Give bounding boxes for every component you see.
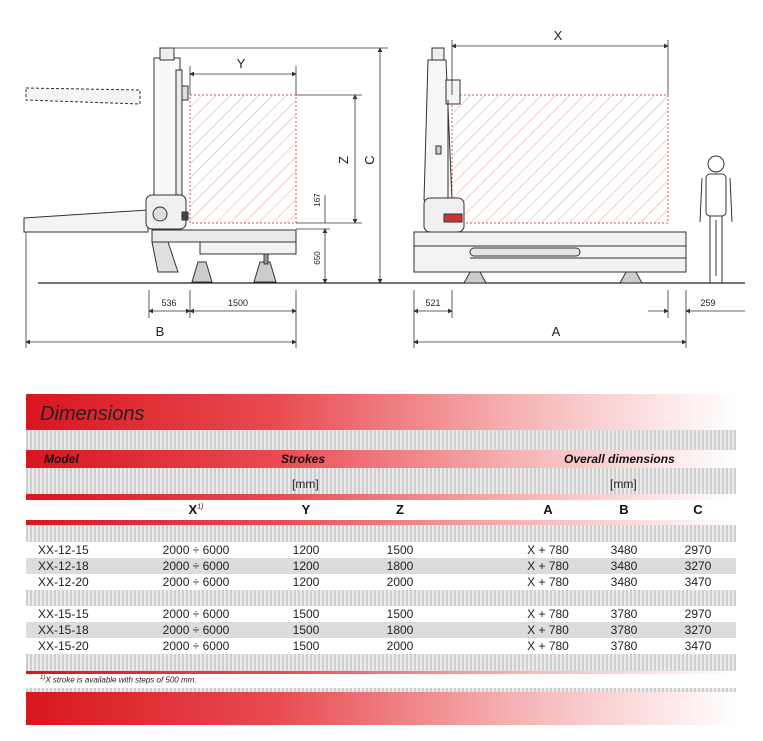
cell-b: 3780 — [610, 639, 638, 653]
cell-z: 1500 — [386, 607, 414, 621]
cell-c: 2970 — [684, 607, 712, 621]
dim-536-label: 536 — [161, 298, 177, 308]
cell-z: 2000 — [386, 639, 414, 653]
cell-c: 3270 — [684, 559, 712, 573]
cell-z: 1800 — [386, 623, 414, 637]
dimensions-table — [26, 394, 736, 725]
cell-a: X + 780 — [527, 623, 569, 637]
cell-b: 3480 — [610, 575, 638, 589]
footnote: $^{1)}$X stroke is available with steps of 500 mm. — [40, 675, 197, 685]
cell-x: 2000 ÷ 6000 — [162, 559, 230, 573]
cell-y: 1500 — [292, 639, 320, 653]
cell-c: 3470 — [684, 575, 712, 589]
cell-b: 3480 — [610, 543, 638, 557]
cell-c: 2970 — [684, 543, 712, 557]
col-header-x: $X^{1)}$ — [188, 502, 204, 517]
col-header-z: Z — [396, 502, 404, 517]
cell-model: XX-15-20 — [38, 639, 89, 653]
cell-a: X + 780 — [527, 575, 569, 589]
dim-z-label: Z — [336, 156, 351, 164]
header-overall-dimensions: Overall dimensions — [564, 452, 675, 466]
cell-b: 3480 — [610, 559, 638, 573]
dim-521-label: 521 — [425, 298, 441, 308]
cell-y: 1500 — [292, 607, 320, 621]
dim-y-label: Y — [236, 56, 246, 71]
cell-model: XX-12-20 — [38, 575, 89, 589]
cell-model: XX-15-18 — [38, 623, 89, 637]
technical-drawing — [0, 0, 763, 360]
cell-y: 1200 — [292, 559, 320, 573]
dim-1500-label: 1500 — [227, 298, 249, 308]
dim-167-label: 167 — [313, 193, 322, 207]
cell-x: 2000 ÷ 6000 — [162, 639, 230, 653]
cell-a: X + 780 — [527, 559, 569, 573]
cell-x: 2000 ÷ 6000 — [162, 575, 230, 589]
cell-x: 2000 ÷ 6000 — [162, 607, 230, 621]
dim-650-label: 650 — [313, 251, 322, 265]
cell-model: XX-12-15 — [38, 543, 89, 557]
human-scale-figure — [700, 156, 732, 283]
cell-a: X + 780 — [527, 639, 569, 653]
dim-c-label: C — [362, 155, 377, 165]
cell-model: XX-15-15 — [38, 607, 89, 621]
dim-259-label: 259 — [700, 298, 716, 308]
col-header-b: B — [619, 502, 629, 517]
cell-c: 3470 — [684, 639, 712, 653]
cell-y: 1500 — [292, 623, 320, 637]
strokes-unit: [mm] — [292, 477, 319, 491]
dim-a-label: A — [551, 324, 561, 339]
cell-c: 3270 — [684, 623, 712, 637]
header-model: Model — [44, 452, 79, 466]
col-header-y: Y — [301, 502, 311, 517]
cell-x: 2000 ÷ 6000 — [162, 623, 230, 637]
header-strokes: Strokes — [281, 452, 326, 466]
side-view-machine — [24, 48, 296, 282]
cell-z: 2000 — [386, 575, 414, 589]
overall-unit: [mm] — [610, 477, 637, 491]
cell-z: 1800 — [386, 559, 414, 573]
cell-b: 3780 — [610, 623, 638, 637]
col-header-c: C — [693, 502, 703, 517]
table-title: Dimensions — [40, 403, 145, 425]
work-envelope-front — [452, 95, 668, 223]
front-view-machine — [414, 48, 686, 283]
cell-y: 1200 — [292, 575, 320, 589]
dim-x-label: X — [553, 28, 563, 43]
dim-b-label: B — [155, 324, 165, 339]
cell-a: X + 780 — [527, 607, 569, 621]
cell-b: 3780 — [610, 607, 638, 621]
work-envelope-side — [190, 95, 296, 223]
cell-model: XX-12-18 — [38, 559, 89, 573]
col-header-a: A — [543, 502, 553, 517]
cell-z: 1500 — [386, 543, 414, 557]
cell-x: 2000 ÷ 6000 — [162, 543, 230, 557]
cell-a: X + 780 — [527, 543, 569, 557]
cell-y: 1200 — [292, 543, 320, 557]
